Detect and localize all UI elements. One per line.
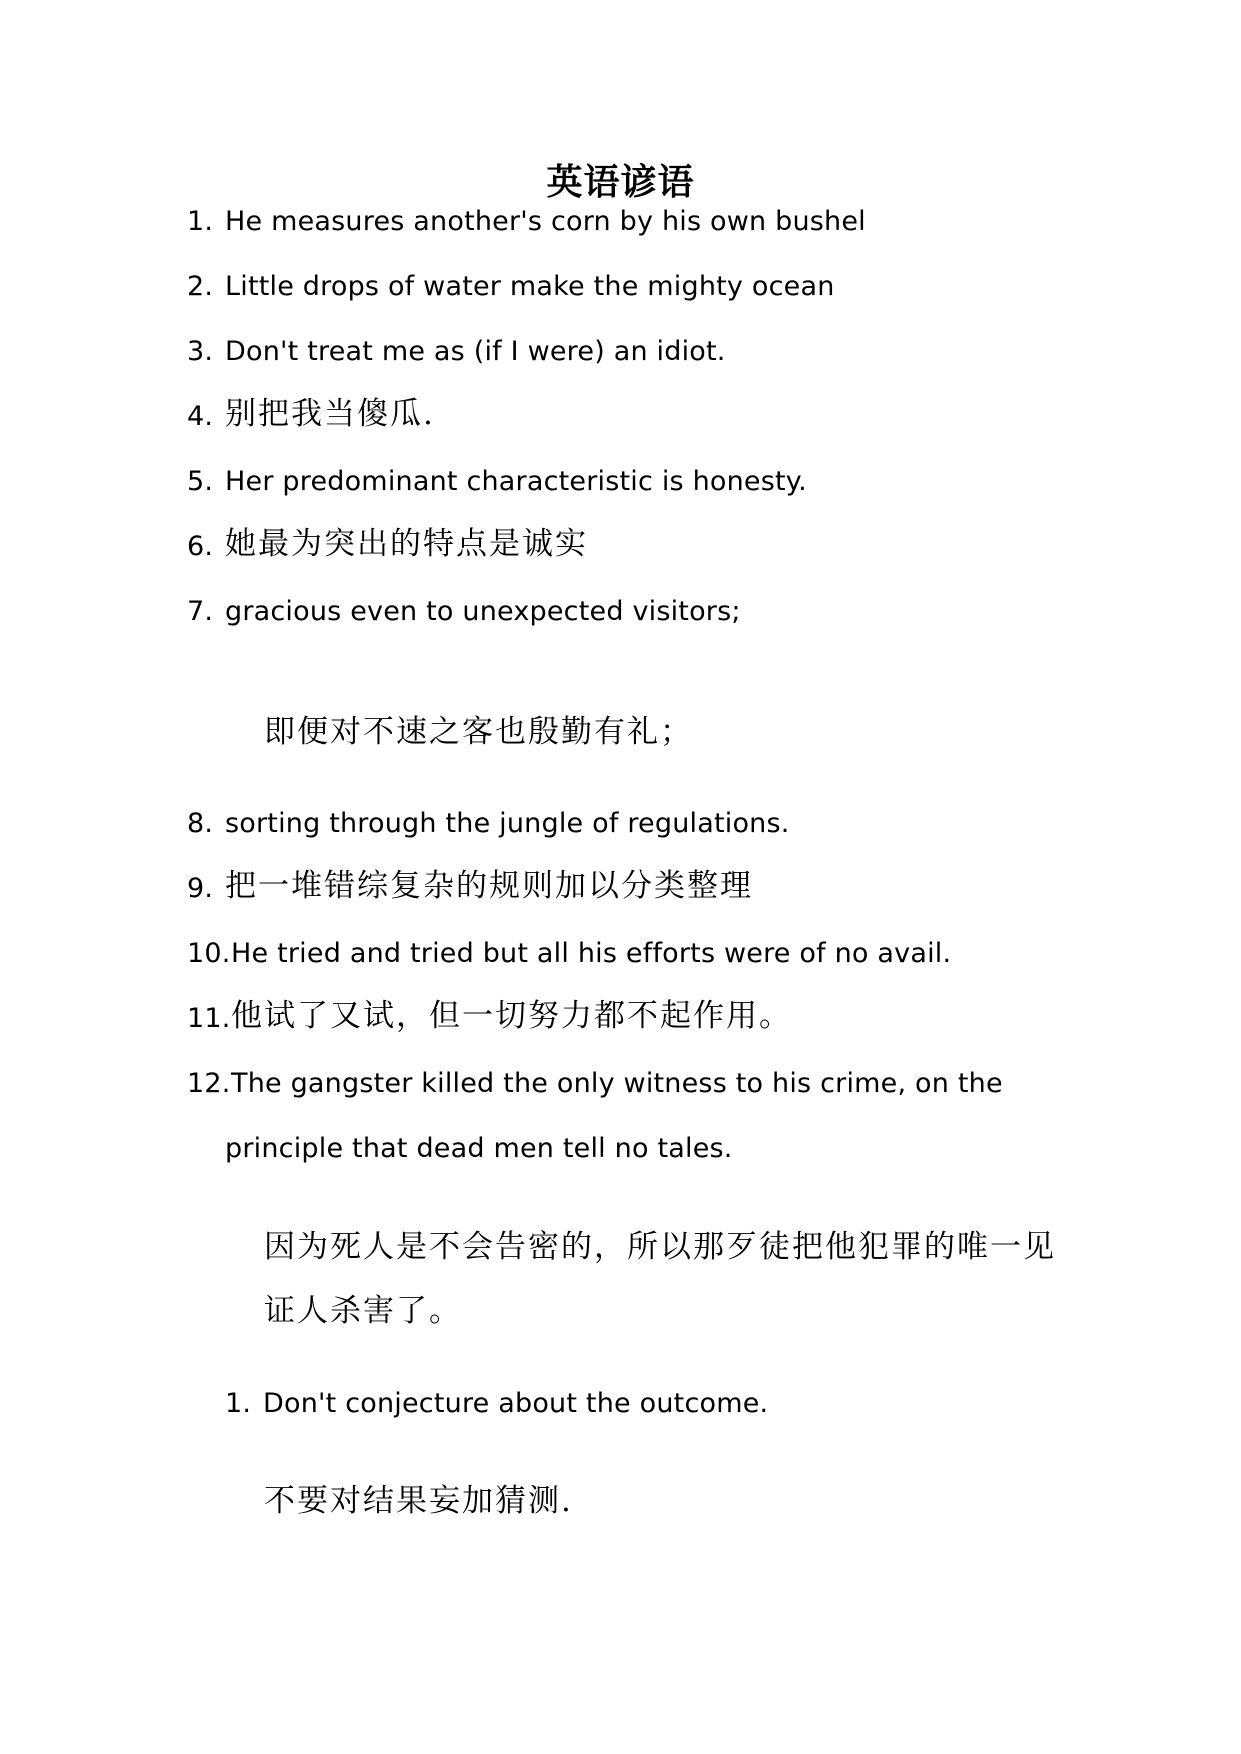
- item-number: 1.: [225, 1388, 252, 1419]
- item-number: 3.: [187, 336, 214, 367]
- page-title: 英语谚语: [546, 161, 695, 203]
- item-number: 9.: [187, 873, 214, 904]
- item-number: 6.: [187, 531, 214, 562]
- item-text: The gangster killed the only witness to his crime, on the: [231, 1068, 1003, 1099]
- item-text: 他试了又试，但一切努力都不起作用。: [231, 998, 792, 1034]
- list-item: [0, 527, 1241, 567]
- item-text: He measures another's corn by his own bushel: [225, 206, 866, 237]
- list-item: [0, 999, 1241, 1039]
- item-text: 她最为突出的特点是诚实: [225, 526, 588, 562]
- item-number: 2.: [187, 271, 214, 302]
- item-number: 5.: [187, 466, 214, 497]
- item-text: gracious even to unexpected visitors;: [225, 596, 741, 627]
- translation-text-continued: 证人杀害了。: [264, 1293, 462, 1329]
- translation-text: 即便对不速之客也殷勤有礼；: [264, 714, 693, 750]
- item-text-continued: principle that dead men tell no tales.: [225, 1133, 733, 1164]
- item-text: Don't conjecture about the outcome.: [263, 1388, 769, 1419]
- translation-text: 因为死人是不会告密的，所以那歹徒把他犯罪的唯一见: [264, 1229, 1056, 1265]
- list-item: [0, 869, 1241, 909]
- item-text: Little drops of water make the mighty ocean: [225, 271, 835, 302]
- list-item: [0, 934, 1241, 974]
- item-text: 别把我当傻瓜.: [225, 396, 435, 432]
- item-text: He tried and tried but all his efforts were of no avail.: [231, 938, 952, 969]
- list-item: [0, 804, 1241, 844]
- list-item: [0, 332, 1241, 372]
- list-item: [0, 202, 1241, 242]
- item-number: 7.: [187, 596, 214, 627]
- list-item: [0, 1064, 1241, 1104]
- list-item: [0, 397, 1241, 437]
- item-text: Her predominant characteristic is honesty.: [225, 466, 807, 497]
- list-item: [0, 1384, 1241, 1424]
- translation-text: 不要对结果妄加猜测.: [264, 1483, 573, 1519]
- item-number: 4.: [187, 401, 214, 432]
- item-text: Don't treat me as (if I were) an idiot.: [225, 336, 726, 367]
- list-item: [0, 592, 1241, 632]
- item-number: 8.: [187, 808, 214, 839]
- item-number: 11.: [187, 1003, 231, 1034]
- list-item: [0, 462, 1241, 502]
- item-number: 12.: [187, 1068, 231, 1099]
- item-text: sorting through the jungle of regulations.: [225, 808, 790, 839]
- item-number: 10.: [187, 938, 231, 969]
- item-text: 把一堆错综复杂的规则加以分类整理: [225, 868, 753, 904]
- item-number: 1.: [187, 206, 214, 237]
- list-item: [0, 267, 1241, 307]
